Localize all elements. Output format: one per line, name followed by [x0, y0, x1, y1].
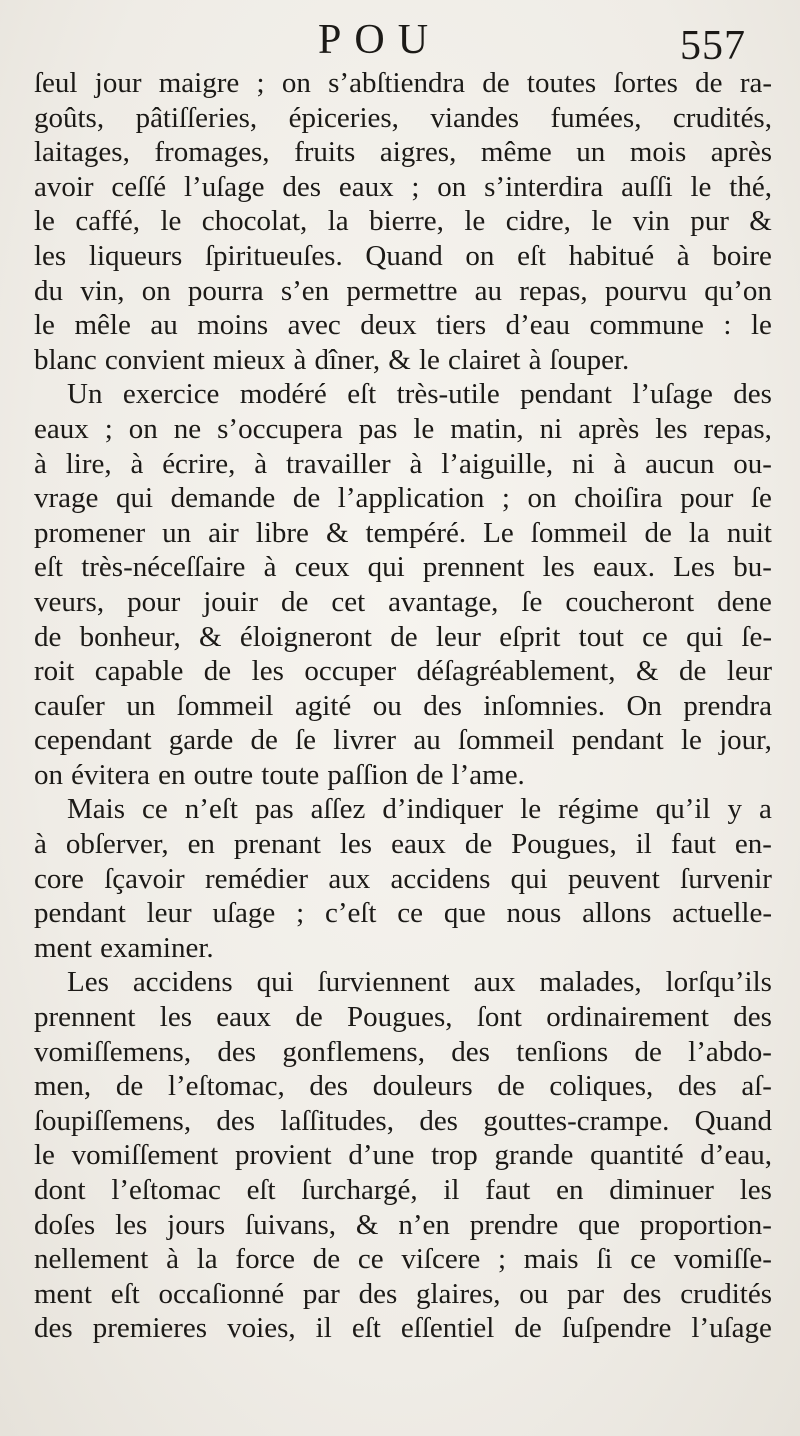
text-line: men, de l’eſtomac, des douleurs de coliques, des aſ-: [34, 1070, 772, 1103]
text-line: laitages, fromages, fruits aigres, même un mois après: [34, 136, 772, 169]
running-head: [0, 14, 800, 70]
text-block: [34, 66, 772, 1346]
page-number: 557: [680, 23, 746, 69]
text-line: ment examiner.: [34, 931, 214, 964]
text-line: nellement à la force de ce viſcere ; mais ſi ce vomiſſe-: [34, 1243, 772, 1276]
text-line: des premieres voies, il eſt eſſentiel de ſuſpendre l’uſage: [34, 1312, 772, 1345]
text-line: vomiſſemens, des gonflemens, des tenſions de l’abdo-: [34, 1035, 772, 1068]
text-line: Mais ce n’eſt pas aſſez d’indiquer le régime qu’il y a: [67, 793, 772, 826]
text-line: Un exercice modéré eſt très-utile pendant l’uſage des: [67, 378, 772, 411]
text-line: prennent les eaux de Pougues, ſont ordinairement des: [34, 1001, 772, 1034]
text-line: ment eſt occaſionné par des glaires, ou par des crudités: [34, 1277, 772, 1310]
text-line: promener un air libre & tempéré. Le ſommeil de la nuit: [34, 516, 772, 549]
text-line: cauſer un ſommeil agité ou des inſomnies. On prendra: [34, 689, 772, 722]
text-line: du vin, on pourra s’en permettre au repas, pourvu qu’on: [34, 274, 772, 307]
text-line: core ſçavoir remédier aux accidens qui peuvent ſurvenir: [34, 862, 772, 895]
text-line: blanc convient mieux à dîner, & le clairet à ſouper.: [34, 343, 630, 376]
text-line: ſoupiſſemens, des laſſitudes, des gouttes-crampe. Quand: [34, 1104, 772, 1137]
text-line: avoir ceſſé l’uſage des eaux ; on s’interdira auſſi le thé,: [34, 170, 772, 203]
text-line: à obſerver, en prenant les eaux de Pougues, il faut en-: [34, 828, 772, 861]
text-line: le caffé, le chocolat, la bierre, le cidre, le vin pur &: [34, 205, 772, 238]
text-line: le vomiſſement provient d’une trop grande quantité d’eau,: [34, 1139, 772, 1172]
text-line: le mêle au moins avec deux tiers d’eau commune : le: [34, 309, 772, 342]
text-line: goûts, pâtiſſeries, épiceries, viandes fumées, crudités,: [34, 101, 772, 134]
text-line: ſeul jour maigre ; on s’abſtiendra de toutes ſortes de ra-: [34, 67, 772, 99]
text-line: vrage qui demande de l’application ; on choiſira pour ſe: [34, 482, 772, 515]
text-line: eſt très-néceſſaire à ceux qui prennent les eaux. Les bu-: [34, 551, 772, 584]
text-line: eaux ; on ne s’occupera pas le matin, ni après les repas,: [34, 412, 772, 445]
text-line: Les accidens qui ſurviennent aux malades, lorſqu’ils: [67, 966, 772, 999]
text-line: veurs, pour jouir de cet avantage, ſe coucheront dene: [34, 585, 772, 618]
text-line: cependant garde de ſe livrer au ſommeil pendant le jour,: [34, 724, 772, 757]
text-line: les liqueurs ſpiritueuſes. Quand on eſt habitué à boire: [34, 239, 772, 272]
text-line: à lire, à écrire, à travailler à l’aiguille, ni à aucun ou-: [34, 447, 772, 480]
running-title: POU: [318, 17, 442, 63]
text-line: pendant leur uſage ; c’eſt ce que nous allons actuelle-: [34, 897, 772, 930]
text-line: roit capable de les occuper déſagréablement, & de leur: [34, 655, 772, 688]
text-line: on évitera en outre toute paſſion de l’ame.: [34, 758, 525, 791]
text-line: dont l’eſtomac eſt ſurchargé, il faut en diminuer les: [34, 1174, 772, 1206]
text-line: de bonheur, & éloigneront de leur eſprit tout ce qui ſe-: [34, 620, 772, 653]
text-line: doſes les jours ſuivans, & n’en prendre que proportion-: [34, 1208, 772, 1241]
